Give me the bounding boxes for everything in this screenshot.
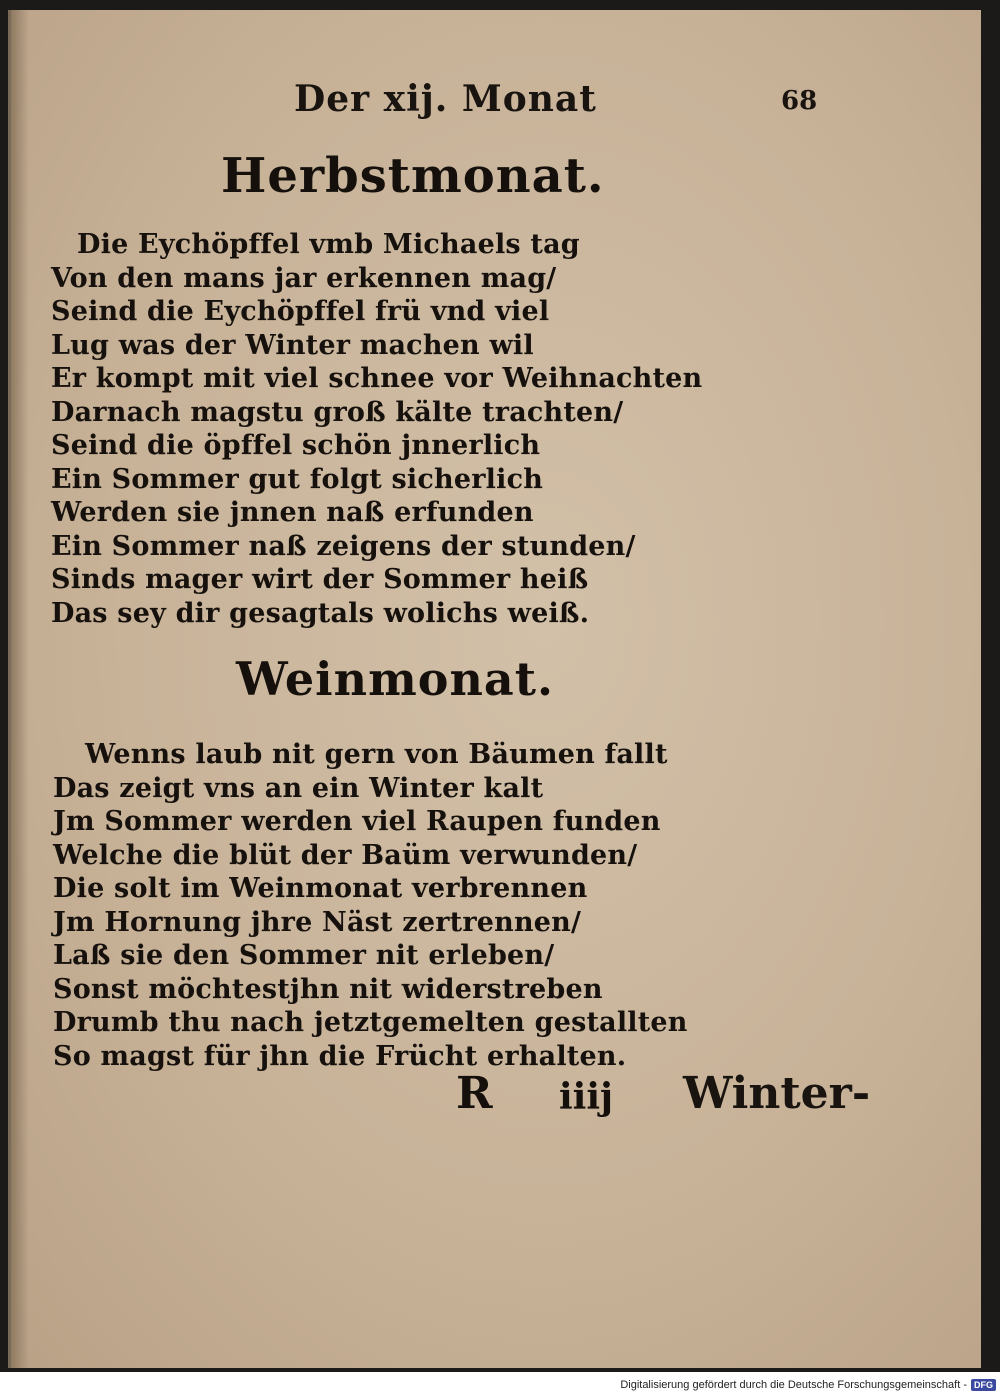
verse-line: Welche die blüt der Baüm verwunden/ — [53, 839, 638, 871]
signature-mark: R — [456, 1068, 493, 1119]
verse-weinmonat — [53, 738, 688, 1073]
verse-line: Jm Sommer werden viel Raupen funden — [53, 806, 661, 837]
section-title-weinmonat: Weinmonat. — [236, 652, 554, 706]
verse-line: Darnach magstu groß kälte trachten/ — [51, 396, 624, 428]
verse-herbstmonat — [51, 228, 702, 630]
verse-line: Sonst möchtestjhn nit widerstreben — [53, 973, 603, 1005]
verse-line: Ein Sommer naß zeigens der stunden/ — [51, 530, 636, 562]
running-head: Der xij. Monat — [294, 78, 597, 120]
verse-line: Werden sie jnnen naß erfunden — [51, 497, 534, 528]
signature-number: iiij — [559, 1076, 614, 1118]
footer-credit: Digitalisierung gefördert durch die Deutsche Forschungsgemeinschaft - — [620, 1379, 967, 1391]
verse-line: Die Eychöpffel vmb Michaels tag — [77, 229, 580, 260]
catchword: Winter- — [683, 1068, 871, 1119]
verse-line: Jm Hornung jhre Näst zertrennen/ — [53, 906, 582, 938]
verse-line: Die solt im Weinmonat verbrennen — [53, 873, 588, 904]
verse-line: Sinds mager wirt der Sommer heiß — [51, 564, 589, 595]
verse-line: Wenns laub nit gern von Bäumen fallt — [85, 739, 668, 770]
verse-line: Von den mans jar erkennen mag/ — [51, 262, 557, 294]
verse-line: Seind die öpffel schön jnnerlich — [51, 430, 541, 461]
verse-line: So magst für jhn die Frücht erhalten. — [53, 1040, 627, 1072]
verse-line: Er kompt mit viel schnee vor Weihnachten — [51, 363, 703, 394]
verse-line: Das zeigt vns an ein Winter kalt — [53, 772, 544, 804]
verse-line: Lug was der Winter machen wil — [51, 329, 534, 361]
verse-line: Seind die Eychöpffel frü vnd viel — [51, 296, 550, 327]
dfg-logo: DFG — [971, 1379, 996, 1391]
verse-line: Das sey dir gesagtals wolichs weiß. — [51, 597, 590, 629]
digitization-footer — [620, 1376, 1000, 1394]
verse-line: Laß sie den Sommer nit erleben/ — [53, 940, 555, 971]
verse-line: Drumb thu nach jetztgemelten gestallten — [53, 1007, 688, 1038]
section-title-herbstmonat: Herbstmonat. — [221, 148, 605, 204]
page-number: 68 — [781, 86, 818, 116]
verse-line: Ein Sommer gut folgt sicherlich — [51, 463, 544, 495]
book-page — [8, 10, 981, 1368]
